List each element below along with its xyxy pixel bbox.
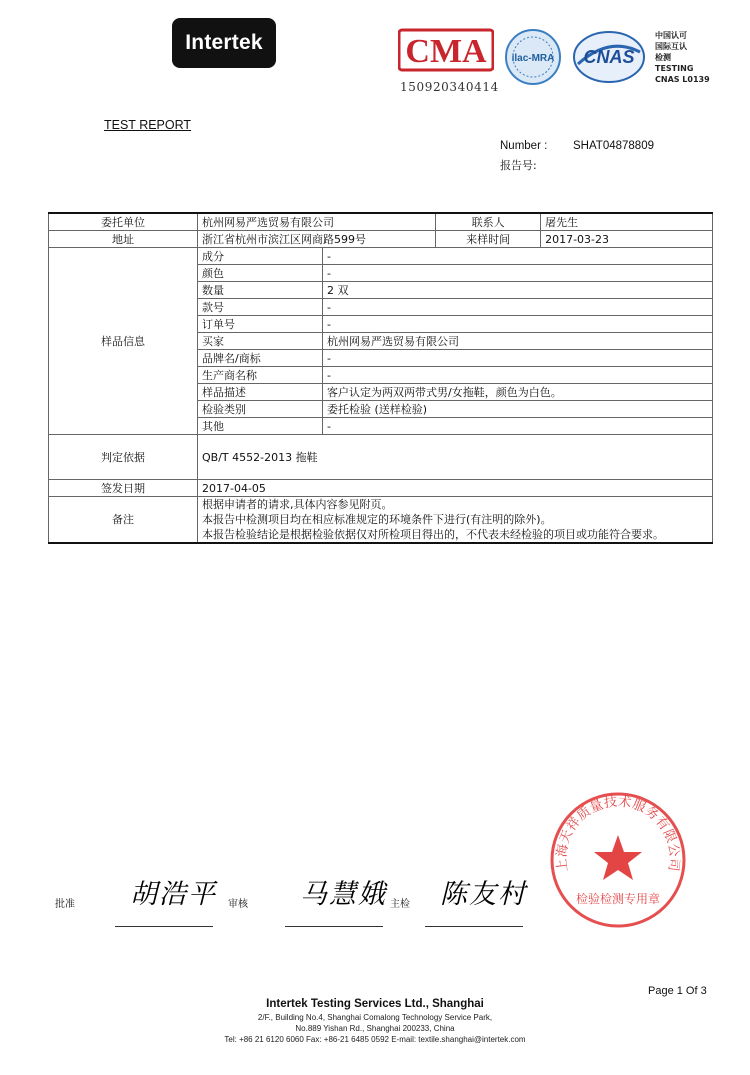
sample-field-label: 成分 [198, 248, 323, 265]
review-signature-line [285, 926, 383, 927]
received-date-label: 来样时间 [436, 231, 541, 248]
approve-label: 批准 [55, 899, 75, 910]
issue-date-label: 签发日期 [49, 480, 198, 497]
table-row [49, 480, 713, 497]
table-row [49, 435, 713, 480]
star-icon [594, 835, 642, 880]
cnas-text: CNAS [583, 47, 635, 67]
sample-field-label: 检验类别 [198, 401, 323, 418]
remarks-label: 备注 [49, 497, 198, 544]
issue-date-value: 2017-04-05 [198, 480, 713, 497]
table-row [49, 497, 713, 544]
sample-field-value: 客户认定为两双两带式男/女拖鞋，颜色为白色。 [323, 384, 713, 401]
report-number-label: Number : [500, 140, 548, 152]
review-label: 审核 [228, 899, 248, 910]
sample-field-value: - [323, 316, 713, 333]
report-number-value: SHAT04878809 [573, 140, 654, 152]
sample-field-value: - [323, 265, 713, 282]
stamp-ring-text: 上海天祥质量技术服务有限公司 [554, 794, 682, 873]
main-test-signature-line [425, 926, 523, 927]
footer-company: Intertek Testing Services Ltd., Shanghai [266, 998, 484, 1010]
sample-field-value: 杭州网易严选贸易有限公司 [323, 333, 713, 350]
report-title: TEST REPORT [104, 118, 192, 132]
footer-address-line: No.889 Yishan Rd., Shanghai 200233, China [295, 1024, 455, 1033]
cnas-accreditation-text [655, 30, 735, 85]
cnas-line: 国际互认 [655, 42, 687, 51]
cma-text: CMA [405, 33, 487, 70]
footer-address-line: 2/F., Building No.4, Shanghai Comalong Technology Service Park, [257, 1013, 493, 1022]
basis-label: 判定依据 [49, 435, 198, 480]
remarks-value [198, 497, 713, 544]
ilac-mra-logo [504, 28, 562, 86]
sample-field-value: 委托检验 (送样检验) [323, 401, 713, 418]
approve-signature: 胡浩平 [130, 879, 217, 910]
table-row [49, 248, 713, 265]
stamp-bottom-text: 检验检测专用章 [575, 892, 661, 906]
sample-field-value: - [323, 418, 713, 435]
main-test-label: 主检 [390, 899, 410, 910]
sample-field-label: 数量 [198, 282, 323, 299]
cnas-logo [572, 30, 646, 84]
sample-info-label: 样品信息 [49, 248, 198, 435]
basis-value: QB/T 4552-2013 拖鞋 [198, 435, 713, 480]
intertek-logo: Intertek [172, 18, 276, 68]
table-row [49, 213, 713, 231]
sample-field-value: - [323, 248, 713, 265]
sample-field-value: 2 双 [323, 282, 713, 299]
cma-number: 150920340414 [400, 80, 499, 94]
sample-field-label: 款号 [198, 299, 323, 316]
sample-field-label: 颜色 [198, 265, 323, 282]
received-date-value: 2017-03-23 [541, 231, 713, 248]
approve-signature-line [115, 926, 213, 927]
cnas-line: 中国认可 [655, 31, 687, 40]
remarks-line: 根据申请者的请求,具体内容参见附页。 [202, 498, 393, 511]
review-signature: 马慧娥 [300, 879, 387, 910]
sample-field-label: 其他 [198, 418, 323, 435]
report-number-label-cn: 报告号: [500, 159, 537, 172]
cma-logo [398, 28, 494, 72]
footer-contact-line: Tel: +86 21 6120 6060 Fax: +86-21 6485 0592 E-mail: textile.shanghai@intertek.com [224, 1035, 526, 1044]
report-info-table [48, 212, 713, 544]
sample-field-label: 买家 [198, 333, 323, 350]
address-value: 浙江省杭州市滨江区网商路599号 [198, 231, 436, 248]
page-indicator: Page 1 Of 3 [648, 985, 707, 997]
contact-value: 屠先生 [541, 213, 713, 231]
official-stamp [548, 790, 688, 930]
cnas-line: CNAS L0139 [655, 75, 710, 84]
sample-field-label: 订单号 [198, 316, 323, 333]
sample-field-label: 生产商名称 [198, 367, 323, 384]
client-value: 杭州网易严选贸易有限公司 [198, 213, 436, 231]
sample-field-value: - [323, 367, 713, 384]
sample-field-label: 样品描述 [198, 384, 323, 401]
table-row [49, 231, 713, 248]
cnas-line: 检测 [655, 53, 671, 62]
sample-field-value: - [323, 299, 713, 316]
cnas-line: TESTING [655, 64, 694, 73]
client-label: 委托单位 [49, 213, 198, 231]
remarks-line: 本报告检验结论是根据检验依据仅对所检项目得出的，不代表未经检验的项目或功能符合要求。 [202, 528, 664, 541]
sample-field-value: - [323, 350, 713, 367]
address-label: 地址 [49, 231, 198, 248]
contact-label: 联系人 [436, 213, 541, 231]
main-test-signature: 陈友村 [440, 879, 527, 910]
sample-field-label: 品牌名/商标 [198, 350, 323, 367]
ilac-text: ilac-MRA [511, 53, 555, 64]
remarks-line: 本报告中检测项目均在相应标准规定的环境条件下进行(有注明的除外)。 [202, 513, 552, 526]
